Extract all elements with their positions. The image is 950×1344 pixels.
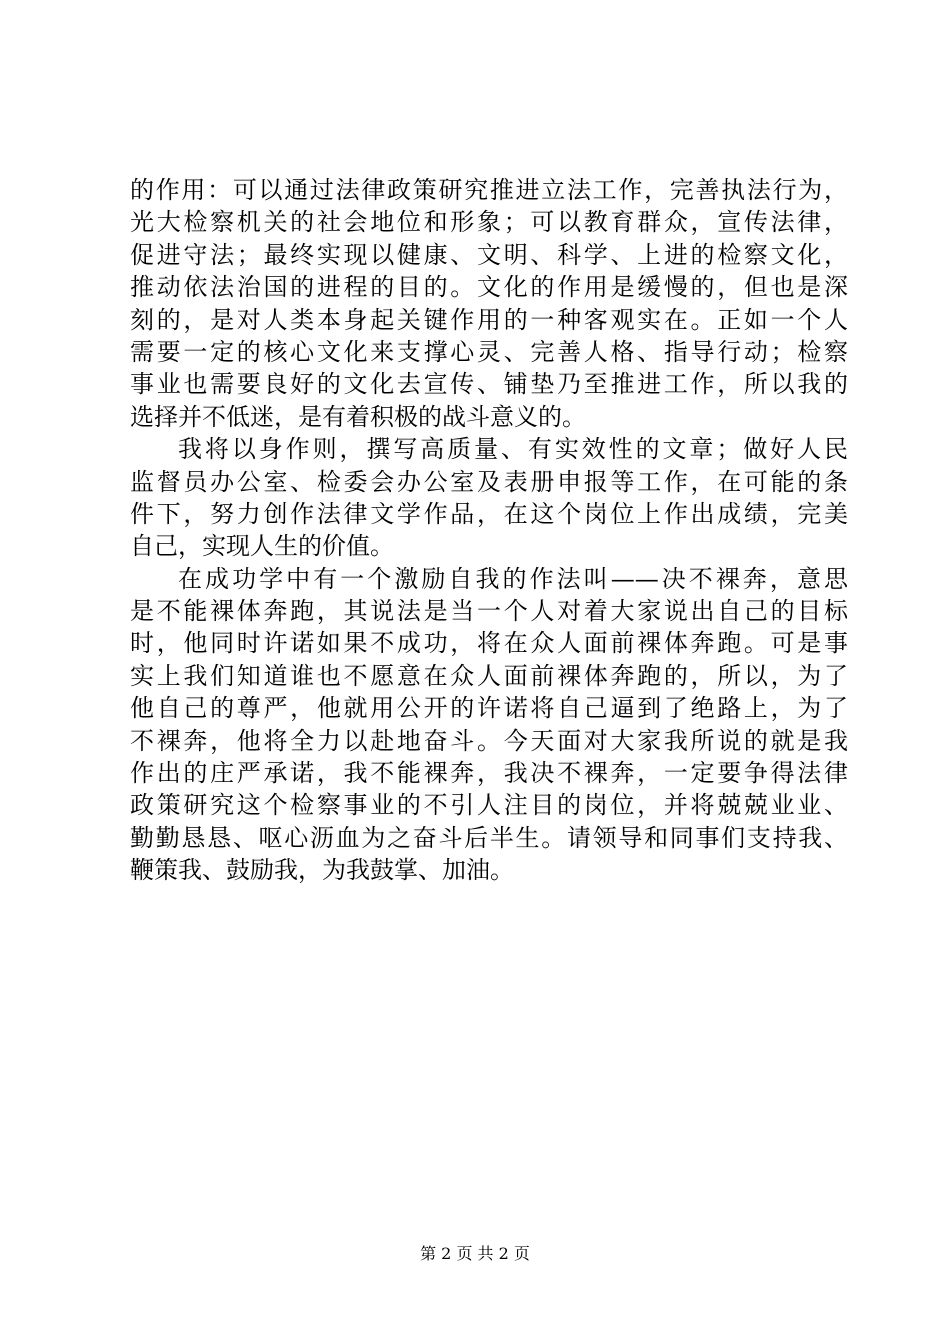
text-line: 件下，努力创作法律文学作品，在这个岗位上作出成绩，完美	[130, 499, 848, 528]
text-line: 实上我们知道谁也不愿意在众人面前裸体奔跑的，所以，为了	[130, 661, 848, 690]
paragraph	[130, 433, 848, 563]
text-line: 选择并不低迷，是有着积极的战斗意义的。	[130, 402, 586, 431]
paragraph	[130, 563, 848, 887]
text-line: 事业也需要良好的文化去宣传、铺垫乃至推进工作，所以我的	[130, 370, 848, 399]
text-line: 监督员办公室、检委会办公室及表册申报等工作，在可能的条	[130, 467, 848, 496]
text-line: 推动依法治国的进程的目的。文化的作用是缓慢的，但也是深	[130, 273, 848, 302]
text-line: 的作用：可以通过法律政策研究推进立法工作，完善执法行为，	[130, 176, 848, 204]
text-line: 需要一定的核心文化来支撑心灵、完善人格、指导行动；检察	[130, 337, 848, 366]
text-line: 时，他同时许诺如果不成功，将在众人面前裸体奔跑。可是事	[130, 629, 848, 658]
text-line: 光大检察机关的社会地位和形象；可以教育群众，宣传法律，	[130, 208, 848, 237]
text-line: 作出的庄严承诺，我不能裸奔，我决不裸奔，一定要争得法律	[130, 759, 848, 788]
text-line: 鞭策我、鼓励我，为我鼓掌、加油。	[130, 856, 514, 885]
text-line: 不裸奔，他将全力以赴地奋斗。今天面对大家我所说的就是我	[130, 726, 848, 755]
text-line: 政策研究这个检察事业的不引人注目的岗位，并将兢兢业业、	[130, 791, 848, 820]
text-line: 我将以身作则，撰写高质量、有实效性的文章；做好人民	[178, 435, 848, 464]
text-line: 他自己的尊严，他就用公开的许诺将自己逼到了绝路上，为了	[130, 694, 848, 723]
text-line: 自己，实现人生的价值。	[130, 532, 394, 561]
text-line: 促进守法；最终实现以健康、文明、科学、上进的检察文化，	[130, 240, 848, 269]
text-line: 刻的，是对人类本身起关键作用的一种客观实在。正如一个人	[130, 305, 848, 334]
paragraph	[130, 174, 848, 433]
text-line: 勤勤恳恳、呕心沥血为之奋斗后半生。请领导和同事们支持我、	[130, 823, 848, 852]
document-body	[130, 174, 848, 887]
text-line: 在成功学中有一个激励自我的作法叫——决不裸奔，意思	[178, 564, 848, 593]
text-line: 是不能裸体奔跑，其说法是当一个人对着大家说出自己的目标	[130, 597, 848, 626]
page-number-footer: 第 2 页 共 2 页	[420, 1244, 530, 1263]
